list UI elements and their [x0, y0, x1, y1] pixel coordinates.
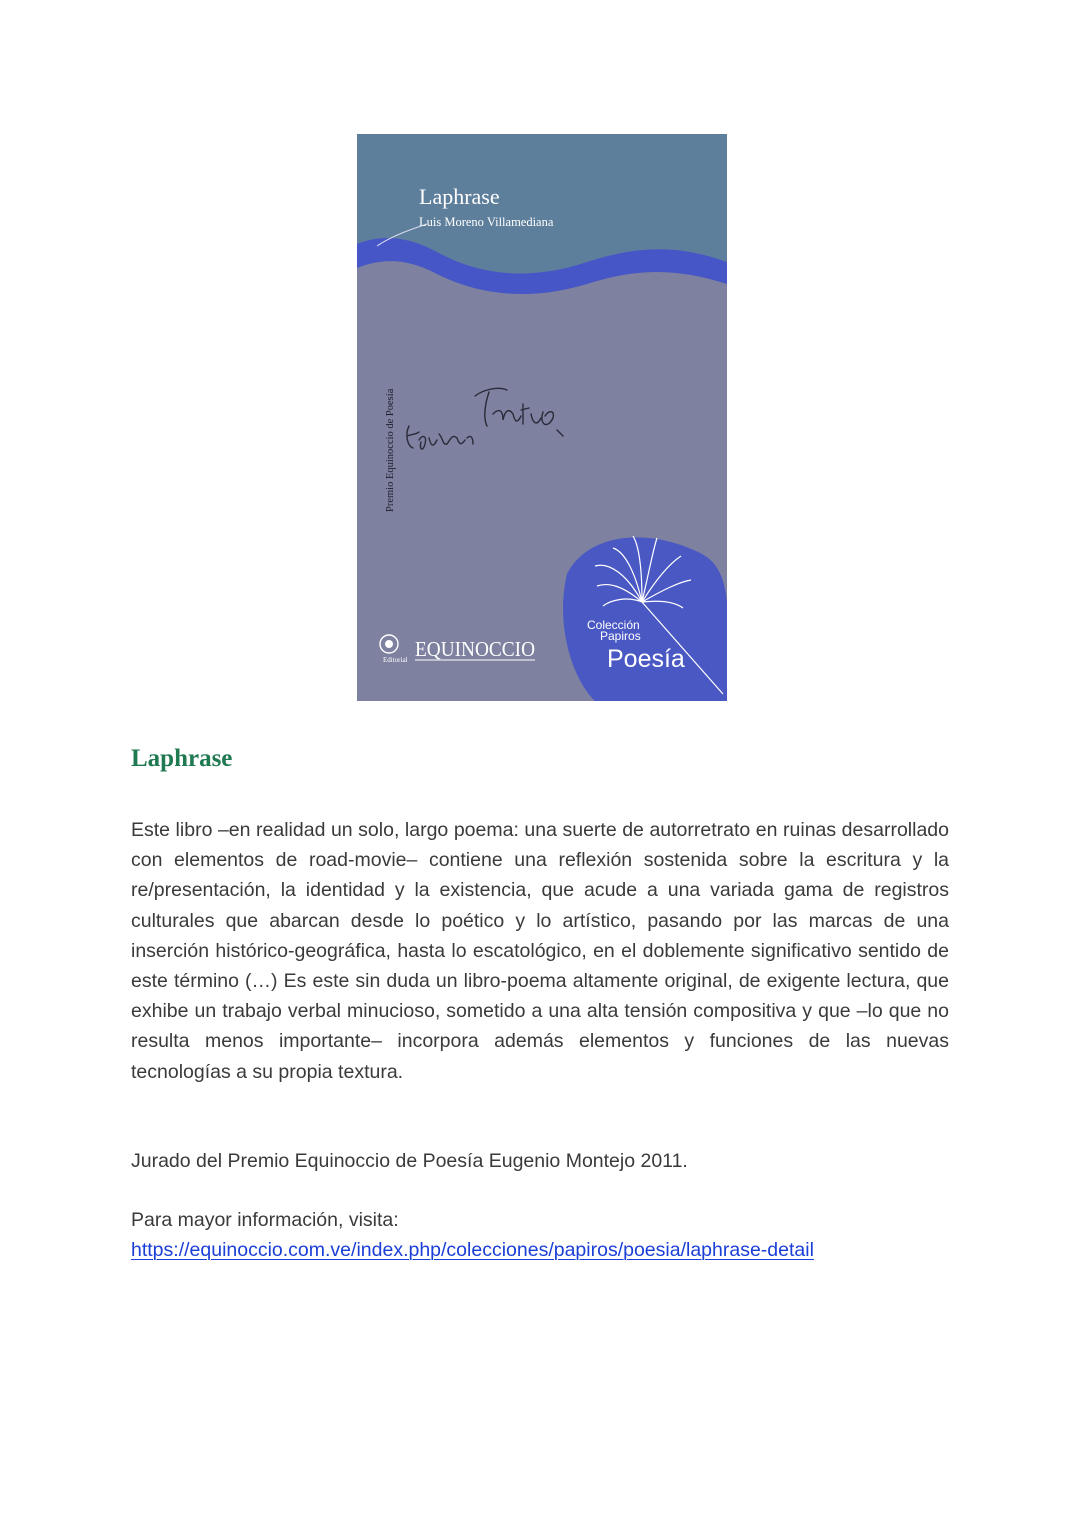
description-paragraph: Este libro –en realidad un solo, largo poema: una suerte de autorretrato en ruinas desarrollado con elementos de road-movie– contiene una reflexión sostenida sobre la escritura y la re/presentación, la identidad y la existencia, que acude a una variada gama de registros culturales que abarcan desde lo poético y lo artístico, pasando por las marcas de una inserción histórico-geográfica, hasta lo escatológico, en el doblemente significativo sentido de este término (…) Es este sin duda un libro-poema altamente original, de exigente lectura, que exhibe un trabajo verbal minucioso, sometido a una alta tensión compositiva y que –lo que no resulta menos importante– incorpora además elementos y funciones de las nuevas tecnologías a su propia textura.: [131, 819, 949, 1083]
book-cover: [357, 134, 727, 701]
more-info: [131, 1205, 949, 1265]
more-info-link[interactable]: https://equinoccio.com.ve/index.php/colecciones/papiros/poesia/laphrase-detail: [131, 1239, 814, 1262]
cover-spine-text: Premio Equinoccio de Poesía: [385, 388, 396, 512]
collection-label: Colección: [587, 618, 640, 632]
cover-title: Laphrase: [419, 184, 500, 209]
page-title: Laphrase: [131, 745, 233, 772]
collection-subtitle: Papiros: [600, 629, 641, 643]
more-info-label: Para mayor información, visita:: [131, 1209, 399, 1231]
publisher-name: EQUINOCCIO: [415, 637, 535, 661]
cover-author: Luis Moreno Villamediana: [419, 215, 554, 229]
jury-credit: Jurado del Premio Equinoccio de Poesía Eugenio Montejo 2011.: [131, 1150, 688, 1172]
publisher-sub: Editorial: [383, 656, 408, 664]
collection-name: Poesía: [607, 645, 685, 673]
